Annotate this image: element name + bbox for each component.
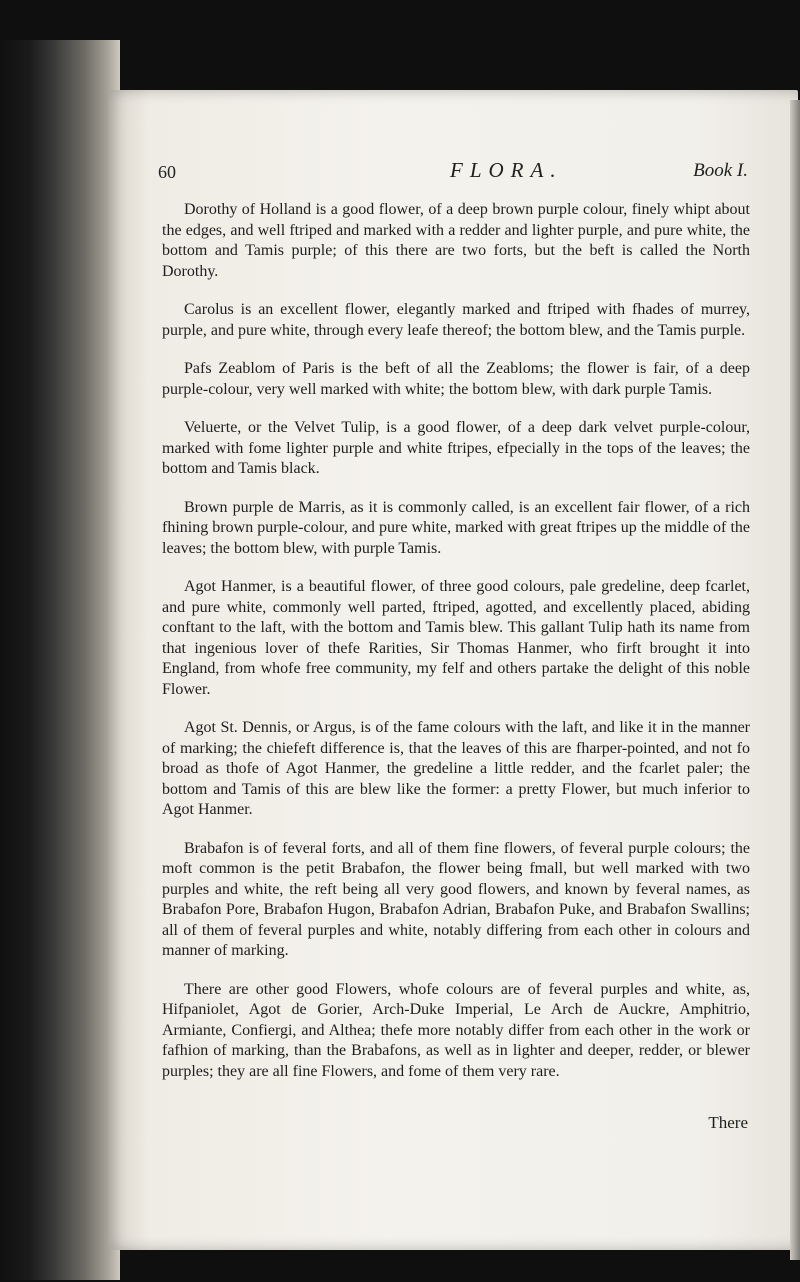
page-header bbox=[158, 158, 748, 188]
page-number: 60 bbox=[158, 162, 176, 182]
paragraph-brabafon: Brabafon is of feveral forts, and all of them fine flowers, of feveral purple colours; the moft common is the petit Brabafon, the flower being fmall, but well marked with two purples and white, the reft being all very good flowers, and known by feveral names, as Brabafon Pore, Brabafon Hugon, Brabafon Adrian, Brabafon Puke, and Brabafon Swallins; all of them of feveral purples and white, notably differing from each other in colours and manner of marking. bbox=[162, 839, 750, 959]
book-label: Book I. bbox=[693, 160, 748, 181]
book-spine-shadow bbox=[0, 40, 120, 1280]
paragraph-agot-hanmer: Agot Hanmer, is a beautiful flower, of three good colours, pale gredeline, deep fcarlet, and pure white, commonly well parted, ftriped, agotted, and excellently placed, abiding conftant to the laft, with the bottom and Tamis blew. This gallant Tulip hath its name from that ingenious lover of thefe Rarities, Sir Thomas Hanmer, who firft brought it into England, from whofe free community, my felf and others partake the delight of this noble Flower. bbox=[162, 578, 750, 698]
page-edge bbox=[790, 100, 800, 1260]
running-title: FLORA. bbox=[450, 158, 563, 182]
paragraph-carolus: Carolus is an excellent flower, elegantly marked and ftriped with fhades of murrey, purple, and pure white, through every leafe thereof; the bottom blew, and the Tamis purple. bbox=[162, 301, 750, 339]
body-text bbox=[162, 200, 750, 1100]
catchword: There bbox=[708, 1113, 748, 1132]
paragraph-veluerte: Veluerte, or the Velvet Tulip, is a good flower, of a deep dark velvet purple-colour, marked with fome lighter purple and white ftripes, efpecially in the tops of the leaves; the bottom and Tamis black. bbox=[162, 419, 750, 477]
paragraph-agot-st-dennis: Agot St. Dennis, or Argus, is of the fame colours with the laft, and like it in the manner of marking; the chiefeft difference is, that the leaves of this are fharper-pointed, and not fo broad as thofe of Agot Hanmer, the gredeline a little redder, and the fcarlet paler; the bottom and Tamis of this are blew like the former: a pretty Flower, but much inferior to Agot Hanmer. bbox=[162, 719, 750, 818]
paragraph-other-flowers: There are other good Flowers, whofe colours are of feveral purples and white, as, Hifpaniolet, Agot de Gorier, Arch-Duke Imperial, Le Arch de Auckre, Amphitrio, Armiante, Confiergi, and Althea; thefe more notably differ from each other in the work or fafhion of marking, than the Brabafons, as well as in lighter and deeper, redder, or blewer purples; they are all fine Flowers, and fome of them very rare. bbox=[162, 980, 750, 1080]
paragraph-dorothy: Dorothy of Holland is a good flower, of a deep brown purple colour, finely whipt about the edges, and well ftriped and marked with a redder and lighter purple, and pure white, the bottom and Tamis purple; of this there are two forts, but the beft is called the North Dorothy. bbox=[162, 201, 750, 280]
paragraph-zeablom: Pafs Zeablom of Paris is the beft of all the Zeabloms; the flower is fair, of a deep purple-colour, very well marked with white; the bottom blew, with dark purple Tamis. bbox=[162, 360, 750, 398]
paragraph-brown-purple: Brown purple de Marris, as it is commonly called, is an excellent fair flower, of a rich fhining brown purple-colour, and pure white, marked with great ftripes up the middle of the leaves; the bottom blew, with purple Tamis. bbox=[162, 498, 750, 557]
